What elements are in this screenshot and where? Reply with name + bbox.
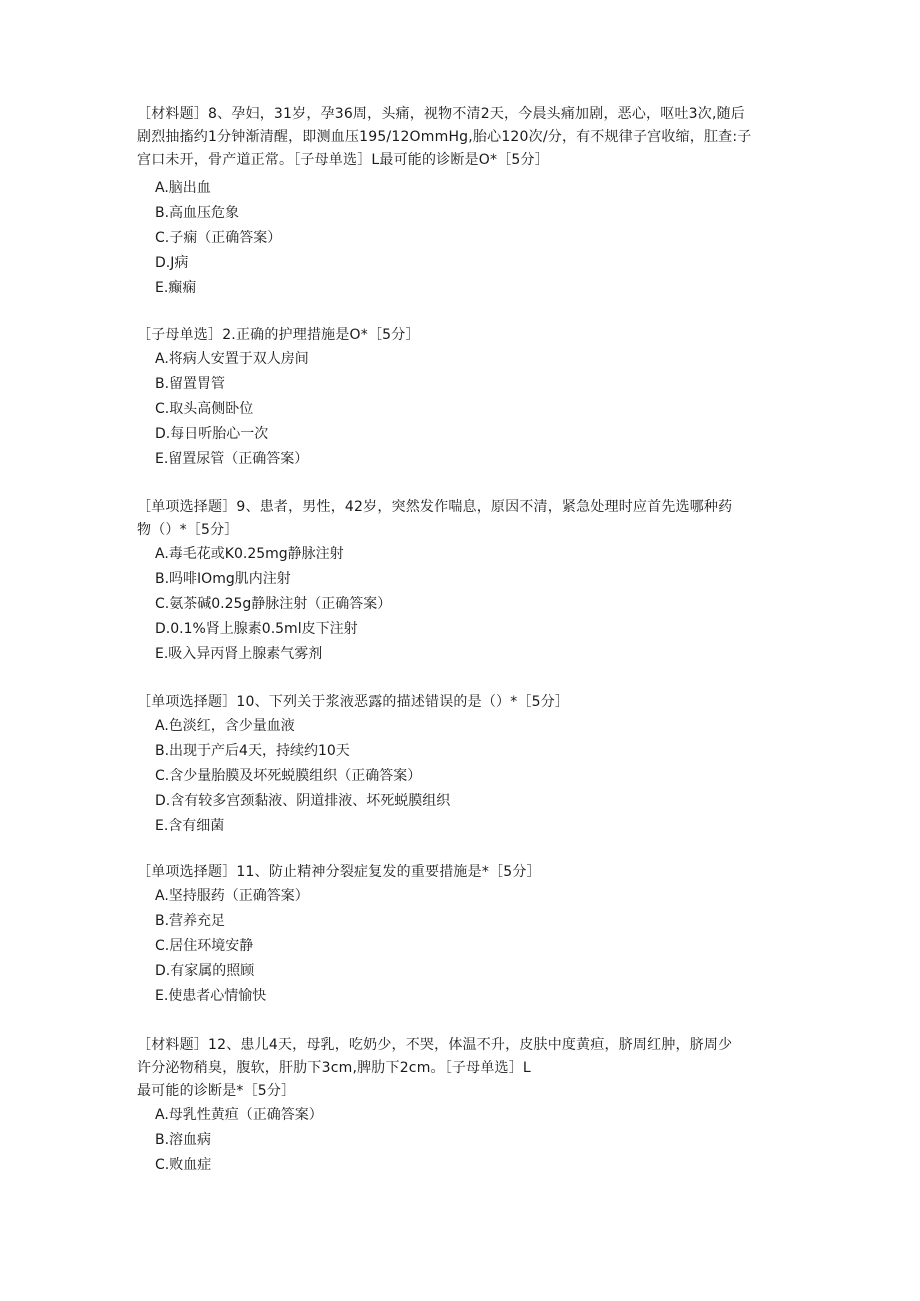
question-9 [137,496,787,667]
option-a: A.毒毛花或K0.25mg静脉注射 [155,546,344,562]
question-8 [137,103,787,301]
option-c: C.居住环境安静 [155,938,254,954]
question-10 [137,691,787,839]
question-stem [137,324,787,347]
option-c: C.氨茶碱0.25g静脉注射（正确答案） [155,596,392,612]
option-e: E.含有细菌 [155,818,225,834]
option-b: B.高血压危象 [155,205,240,221]
option-a: A.色淡红，含少量血液 [155,718,295,734]
option-a: A.将病人安置于双人房间 [155,351,309,367]
stem-line: 物（）*［5分］ [137,522,239,538]
stem-line: 最可能的诊断是*［5分］ [137,1083,296,1099]
option-c: C.取头高侧卧位 [155,401,254,417]
option-list [137,176,787,301]
option-e: E.使患者心情愉快 [155,988,267,1004]
option-d: D.含有较多宫颈黏液、阴道排液、坏死蜕膜组织 [155,793,451,809]
question-11 [137,861,787,1009]
option-list [137,1103,787,1178]
option-e: E.留置尿管（正确答案） [155,451,309,467]
option-a: A.母乳性黄疸（正确答案） [155,1107,323,1123]
option-e: E.吸入异丙肾上腺素气雾剂 [155,646,323,662]
option-d: D.0.1%肾上腺素0.5ml皮下注射 [155,621,358,637]
option-b: B.出现于产后4天，持续约10天 [155,743,350,759]
option-d: D.有家属的照顾 [155,963,255,979]
stem-line: ［单项选择题］10、下列关于浆液恶露的描述错误的是（）*［5分］ [137,694,570,710]
option-b: B.吗啡IOmg肌内注射 [155,571,291,587]
option-a: A.脑出血 [155,180,211,196]
question-stem [137,103,787,172]
stem-line: ［单项选择题］9、患者，男性，42岁，突然发作喘息，原因不清，紧急处理时应首先选哪种药 [137,499,733,515]
option-b: B.溶血病 [155,1132,212,1148]
question-stem [137,1034,787,1103]
option-list [137,347,787,472]
question-sub-2 [137,324,787,472]
stem-line: 剧烈抽搐约1分钟渐清醒，即测血压195/12OmmHg,胎心120次/分，有不规律子宫收缩，肛查:子 [137,129,752,145]
option-c: C.含少量胎膜及坏死蜕膜组织（正确答案） [155,768,422,784]
question-stem [137,496,787,542]
option-list [137,542,787,667]
option-d: D.每日听胎心一次 [155,426,269,442]
option-list [137,884,787,1009]
option-e: E.癫痫 [155,280,197,296]
stem-line: ［材料题］12、患儿4天，母乳，吃奶少，不哭，体温不升，皮肤中度黄疸，脐周红肿，脐周少 [137,1037,733,1053]
question-stem [137,861,787,884]
question-stem [137,691,787,714]
option-b: B.营养充足 [155,913,226,929]
option-c: C.子痫（正确答案） [155,230,282,246]
stem-line: 许分泌物稍臭，腹软，肝肋下3cm,脾肋下2cm。［子母单选］L [137,1060,531,1076]
stem-line: ［材料题］8、孕妇，31岁，孕36周，头痛，视物不清2天，今晨头痛加剧，恶心，呕吐3次,随后 [137,106,745,122]
option-list [137,714,787,839]
option-c: C.败血症 [155,1157,212,1173]
stem-line: ［单项选择题］11、防止精神分裂症复发的重要措施是*［5分］ [137,864,541,880]
option-a: A.坚持服药（正确答案） [155,888,309,904]
stem-line: ［子母单选］2.正确的护理措施是O*［5分］ [137,327,420,343]
option-b: B.留置胃管 [155,376,226,392]
question-12 [137,1034,787,1178]
stem-line: 宫口未开，骨产道正常。［子母单选］L最可能的诊断是O*［5分］ [137,152,549,168]
option-d: D.J病 [155,255,189,271]
